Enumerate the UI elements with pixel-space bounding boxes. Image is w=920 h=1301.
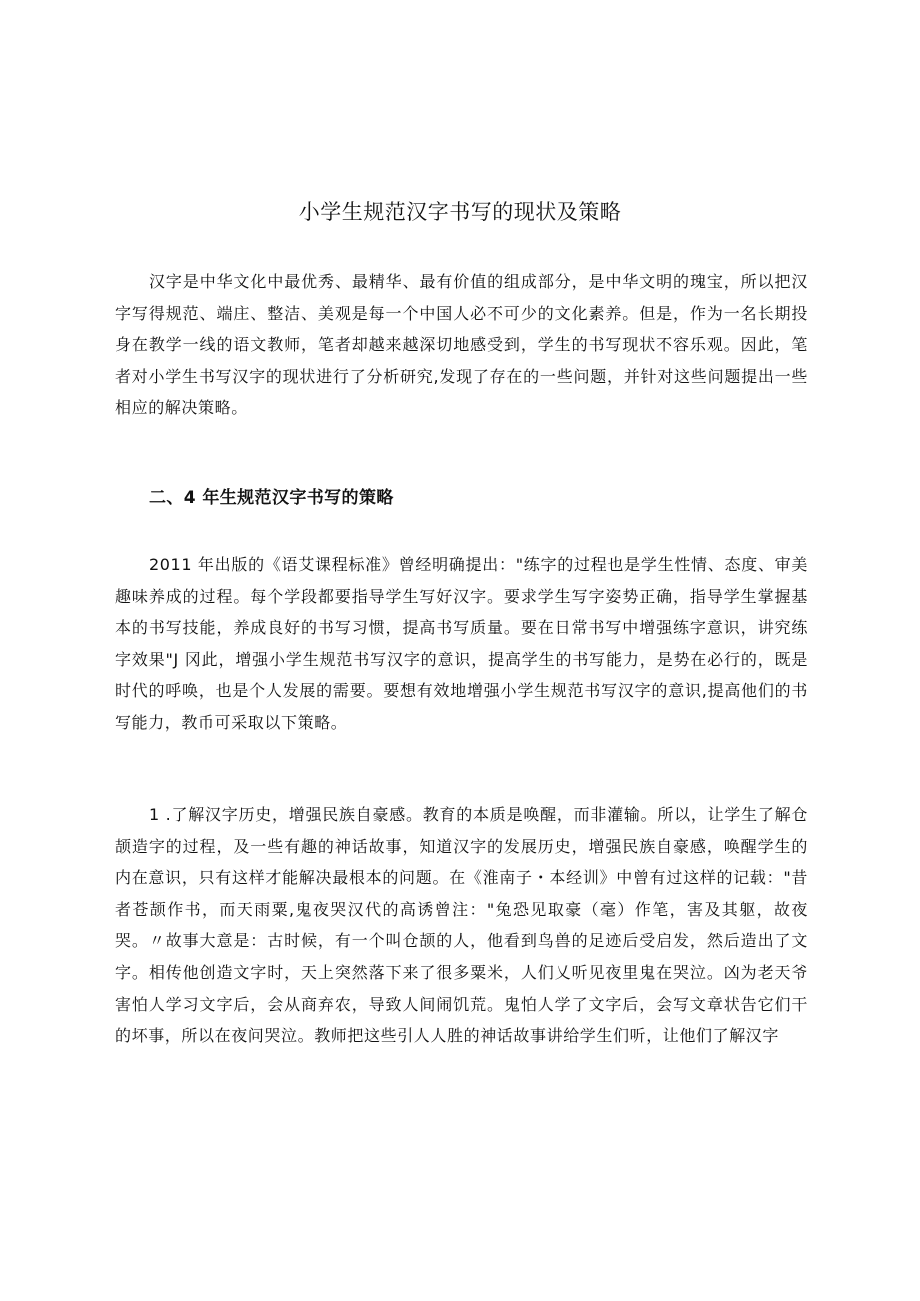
intro-paragraph: 汉字是中华文化中最优秀、最精华、最有价值的组成部分，是中华文明的瑰宝，所以把汉字写得规范、端庄、整洁、美观是每一个中国人必不可少的文化素养。但是，作为一名长期投身在教学一线的语文教师，笔者却越来越深切地感受到，学生的书写现状不容乐观。因此，笔者对小学生书写汉字的现状进行了分析研究,发现了存在的一些问题，并针对这些问题提出一些相应的解决策略。	[115, 272, 808, 418]
point-1-paragraph: 1 .了解汉字历史，增强民族自豪感。教育的本质是唤醒，而非灌输。所以，让学生了解仓颉造字的过程，及一些有趣的神话故事，知道汉字的发展历史，增强民族自豪感，唤醒学生的内在意识，只有这样才能解决最根本的问题。在《淮南子・本经训》中曾有过这样的记载："昔者苍颉作书，而天雨粟,鬼夜哭汉代的高诱曾注："兔恐见取豪（毫）作笔，害及其躯，故夜哭。〃故事大意是：古时候，有一个叫仓颉的人，他看到鸟兽的足迹后受启发，然后造出了文字。相传他创造文字时，天上突然落下来了很多粟米，人们乂听见夜里鬼在哭泣。凶为老天爷害怕人学习文字后，会从商弃农，导致人间闹饥荒。鬼怕人学了文字后，会写文章状告它们干的坏事，所以在夜问哭泣。教师把这些引人人胜的神话故事讲给学生们听，让他们了解汉字	[115, 805, 808, 1046]
section-heading: 二、4 年生规范汉字书写的策略	[149, 488, 394, 508]
section-paragraph: 2011 年出版的《语艾课程标准》曾经明确提出："练字的过程也是学生性情、态度、审美趣味养成的过程。每个学段都要指导学生写好汉字。要求学生写字姿势正确，指导学生掌握基本的书写技能，养成良好的书写习惯，提高书写质量。要在日常书写中增强练字意识，讲究练字效果"J 冈此，增强小学生规范书写汉字的意识，提高学生的书写能力，是势在必行的，既是时代的呼唤，也是个人发展的需要。要想有效地增强小学生规范书写汉字的意识,提高他们的书写能力，教币可采取以下策略。	[115, 555, 808, 732]
document-title: 小学生规范汉字书写的现状及策略	[298, 200, 622, 224]
